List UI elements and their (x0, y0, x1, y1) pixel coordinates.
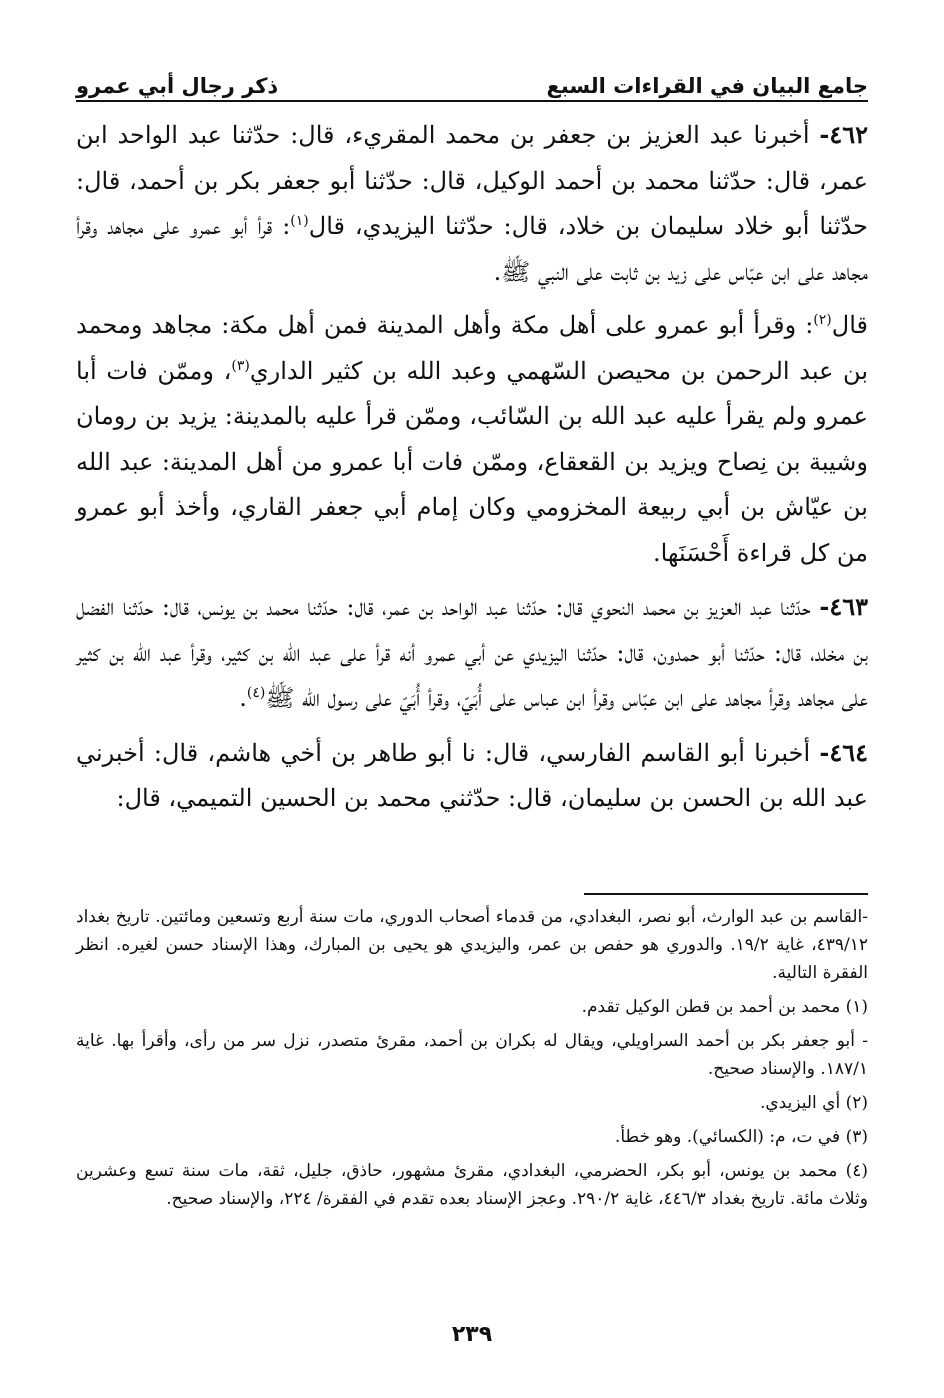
paragraph-number: ٤٦٢- (819, 120, 868, 149)
paragraph-462 (76, 112, 868, 295)
header-divider (76, 100, 868, 102)
paragraph-number: ٤٦٣- (819, 592, 868, 621)
footnote: - أبو جعفر بكر بن أحمد السراويلي، ويقال له بكران بن أحمد، مقرئ متصدر، نزل سر من رأى، وأقرأ بها. غاية ١٨٧/١. والإسناد صحيح. (76, 1031, 868, 1079)
paragraph-text: أخبرنا عبد العزيز بن جعفر بن محمد المقريء، قال: حدّثنا عبد الواحد ابن عمر، قال: حدّثنا محمد بن أحمد الوكيل، قال: حدّثنا أبو جعفر بكر بن أحمد، قال: حدّثنا أبو خلاد سليمان بن خلاد، قال: حدّثنا اليزيدي، قال (76, 121, 868, 240)
footnote: (٤) محمد بن يونس، أبو بكر، الحضرمي، البغدادي، مقرئ مشهور، حاذق، جليل، ثقة، مات سنة تسع وعشرين وثلاث مائة. تاريخ بغداد ٤٤٦/٣، غاية ٢٩٠/٢. وعجز الإسناد بعده تقدم في الفقرة/ ٢٢٤، والإسناد صحيح. (76, 1161, 868, 1209)
footnote-divider (584, 893, 868, 895)
footnotes (76, 903, 868, 1219)
book-title: جامع البيان في القراءات السبع (546, 74, 868, 98)
footnote: -القاسم بن عبد الوارث، أبو نصر، البغدادي، من قدماء أصحاب الدوري، مات سنة أربع وتسعين ومائتين. تاريخ بغداد ٤٣٩/١٢، غاية ١٩/٢. والدوري هو حفص بن عمر، واليزيدي هو يحيى بن المبارك، وهذا الإسناد حسن لغيره. انظر الفقرة التالية. (76, 907, 868, 983)
paragraph-text: أخبرنا أبو القاسم الفارسي، قال: نا أبو طاهر بن أخي هاشم، قال: أخبرني عبد الله بن الحسن بن سليمان، قال: حدّثني محمد بن الحسين التميمي، قال: (76, 738, 868, 812)
paragraph-text: حدّثنا عبد العزيز بن محمد النحوي قال: حدّثنا عبد الواحد بن عمر، قال: حدّثنا محمد بن يونس، قال: حدّثنا الفضل بن مخلد، قال: حدّثنا أبو حمدون، قال: حدّثنا اليزيدي عن أبي عمرو أنه قرأ على عبد الله بن كثير، وقرأ عبد الله بن كثير على مجاهد وقرأ مجاهد على ابن عبّاس وقرأ ابن عباس على أُبَيّ، وقرأ أُبَيّ على رسول الله ﷺ (76, 593, 868, 712)
paragraph-463 (76, 584, 868, 722)
paragraph-464 (76, 730, 868, 822)
paragraph-text: قال (831, 311, 868, 339)
footnote-ref[interactable]: (١) (290, 213, 309, 229)
footnote-ref[interactable]: (٤) (246, 685, 266, 701)
footnote: (٢) أي اليزيدي. (759, 1093, 868, 1113)
footnote-ref[interactable]: (٣) (231, 357, 250, 374)
main-text (76, 112, 868, 830)
page-number: ٢٣٩ (451, 1322, 493, 1347)
paragraph-text: : وقرأ أبو عمرو على أهل مكة وأهل المدينة فمن أهل مكة: مجاهد ومحمد بن عبد الرحمن بن محيصن السّهمي وعبد الله بن كثير الداري (76, 311, 869, 385)
paragraph-text: . (239, 684, 247, 712)
paragraph-text: ، وممّن فات أبا عمرو ولم يقرأ عليه عبد الله بن السّائب، وممّن قرأ عليه بالمدينة: يزيد بن رومان وشيبة بن نِصاح ويزيد بن القعقاع، وممّن فات أبا عمرو من أهل المدينة: عبد الله بن عيّاش بن أبي ربيعة المخزومي وكان إمام أبي جعفر القاري، وأخذ أبو عمرو من كل قراءة أَحْسَنَها. (76, 356, 868, 567)
paragraph-continuation (76, 303, 868, 576)
paragraph-number: ٤٦٤- (819, 737, 868, 767)
footnote-ref[interactable]: (٢) (813, 312, 832, 328)
running-header (76, 54, 868, 98)
footnote: (١) محمد بن أحمد بن قطن الوكيل تقدم. (581, 997, 868, 1017)
section-title: ذكر رجال أبي عمرو (76, 74, 279, 98)
footnote: (٣) في ت، م: (الكسائي). وهو خطأ. (614, 1127, 868, 1147)
paragraph-text: : قرأ أبو عمرو على مجاهد وقرأ مجاهد على ابن عبّاس على زيد بن ثابت على النبي ﷺ. (76, 212, 868, 286)
